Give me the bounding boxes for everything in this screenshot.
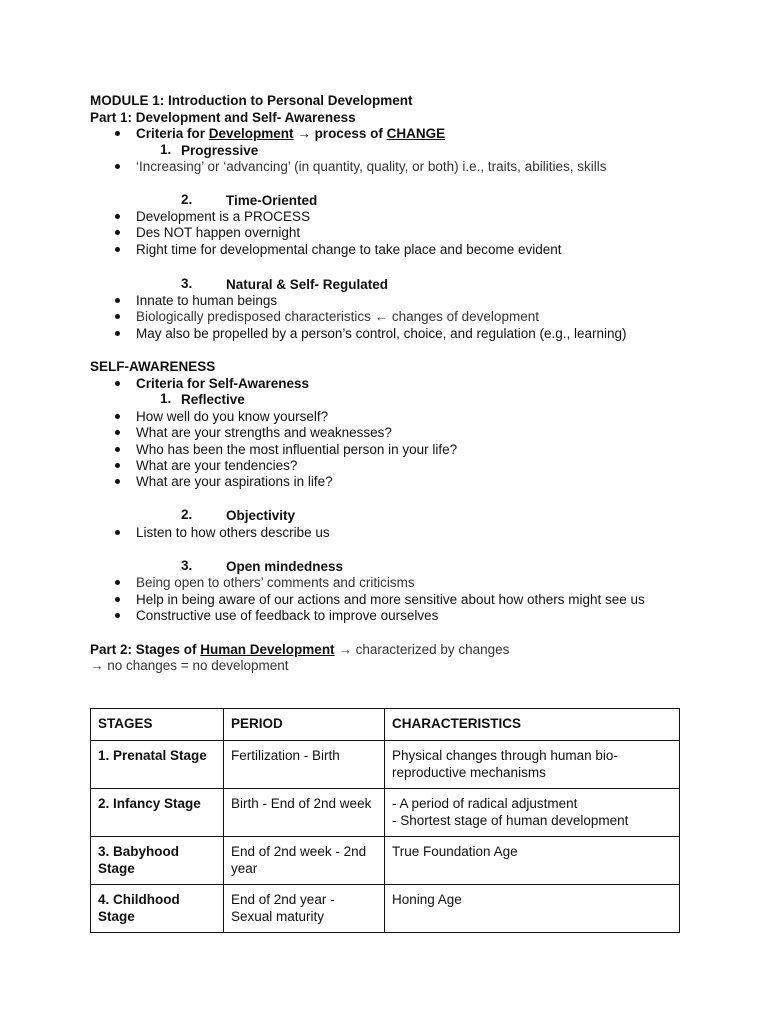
stage-name: 1. Prenatal Stage [98,748,207,763]
reflective-bullet-1: How well do you know yourself? [136,409,329,424]
characteristics-cell [385,789,680,837]
item-heading-progressive: Progressive [181,143,259,158]
stage-name: Stage [98,909,135,924]
part2-human-development-term: Human Development [200,642,335,657]
table-row [91,789,680,837]
stage-cell [91,837,224,885]
period-cell [224,741,385,789]
item-number: 2. [181,507,193,522]
characteristics-text: Honing Age [392,892,462,907]
characteristics-text: - Shortest stage of human development [392,813,629,828]
bullet-icon [115,580,120,585]
module-title: MODULE 1: Introduction to Personal Development [90,93,413,108]
period-cell [224,789,385,837]
bullet-icon [115,430,120,435]
time-bullet-2: Des NOT happen overnight [136,225,301,240]
period-cell [224,837,385,885]
stage-cell [91,885,224,933]
bullet-icon [115,613,120,618]
table-row [91,741,680,789]
progressive-bullet-1: ‘Increasing’ or ‘advancing’ (in quantity, quality, or both) i.e., traits, abilities, skills [136,159,607,174]
item-heading-open-mindedness: Open mindedness [226,559,344,574]
criteria-development-term: Development [208,126,294,141]
stage-name: 2. Infancy Stage [98,796,201,811]
bullet-icon [115,530,120,535]
item-number: 1. [160,142,172,157]
item-number: 2. [181,192,193,207]
bullet-icon [115,331,120,336]
item-heading-natural: Natural & Self- Regulated [226,277,389,292]
bullet-icon [115,447,120,452]
time-bullet-1: Development is a PROCESS [136,209,311,224]
reflective-bullet-2: What are your strengths and weaknesses? [136,425,392,440]
period-text: year [231,861,258,876]
header-stages: STAGES [91,709,224,741]
stage-cell [91,789,224,837]
bullet-icon [115,164,120,169]
period-cell [224,885,385,933]
natural-bullet-3: May also be propelled by a person’s control, choice, and regulation (e.g., learning) [136,326,627,341]
natural-bullet-1: Innate to human beings [136,293,278,308]
item-number: 3. [181,558,193,573]
stages-table [90,708,680,933]
characteristics-text: Physical changes through human bio- [392,748,618,763]
part2-title-suffix: → characterized by changes [334,642,510,657]
characteristics-text: reproductive mechanisms [392,765,546,780]
objectivity-bullet-1: Listen to how others describe us [136,525,330,540]
bullet-icon [115,230,120,235]
stage-name: Stage [98,861,135,876]
stage-name: 3. Babyhood [98,844,180,859]
item-heading-time-oriented: Time-Oriented [226,193,318,208]
stage-name: 4. Childhood [98,892,180,907]
criteria-prefix: Criteria for [136,126,209,141]
item-number: 1. [160,391,172,406]
period-text: End of 2nd year - [231,892,335,907]
period-text: End of 2nd week - 2nd [231,844,367,859]
table-row [91,885,680,933]
bullet-icon [115,214,120,219]
bullet-icon [115,597,120,602]
criteria-arrow-text: → process of [293,126,387,141]
period-text: Sexual maturity [231,909,325,924]
open-bullet-2: Help in being aware of our actions and more sensitive about how others might see us [136,592,645,607]
table-row [91,837,680,885]
time-bullet-3: Right time for developmental change to take place and become evident [136,242,562,257]
stage-cell [91,741,224,789]
open-bullet-3: Constructive use of feedback to improve ourselves [136,608,439,623]
reflective-bullet-3: Who has been the most influential person in your life? [136,442,458,457]
period-text: Birth - End of 2nd week [231,796,372,811]
bullet-icon [115,479,120,484]
bullet-icon [115,298,120,303]
reflective-bullet-4: What are your tendencies? [136,458,298,473]
bullet-icon [115,463,120,468]
self-awareness-title: SELF-AWARENESS [90,359,216,374]
period-text: Fertilization - Birth [231,748,340,763]
open-bullet-1: Being open to others’ comments and criticisms [136,575,415,590]
criteria-development-line [136,125,445,142]
bullet-icon [115,131,120,136]
characteristics-cell [385,837,680,885]
criteria-change-term: CHANGE [386,126,446,141]
part2-title [90,641,509,658]
item-heading-objectivity: Objectivity [226,508,296,523]
bullet-icon [115,381,120,386]
table-header-row [91,709,680,741]
criteria-self-awareness: Criteria for Self-Awareness [136,376,310,391]
part1-title: Part 1: Development and Self- Awareness [90,110,356,125]
characteristics-cell [385,741,680,789]
part2-line2: → no changes = no development [90,658,289,673]
characteristics-text: - A period of radical adjustment [392,796,578,811]
bullet-icon [115,247,120,252]
characteristics-text: True Foundation Age [392,844,518,859]
item-heading-reflective: Reflective [181,392,245,407]
bullet-icon [115,414,120,419]
characteristics-cell [385,885,680,933]
bullet-icon [115,314,120,319]
reflective-bullet-5: What are your aspirations in life? [136,474,333,489]
natural-bullet-2: Biologically predisposed characteristics ← changes of development [136,309,539,324]
header-period: PERIOD [224,709,385,741]
part2-title-prefix: Part 2: Stages of [90,642,201,657]
item-number: 3. [181,276,193,291]
header-characteristics: CHARACTERISTICS [385,709,680,741]
